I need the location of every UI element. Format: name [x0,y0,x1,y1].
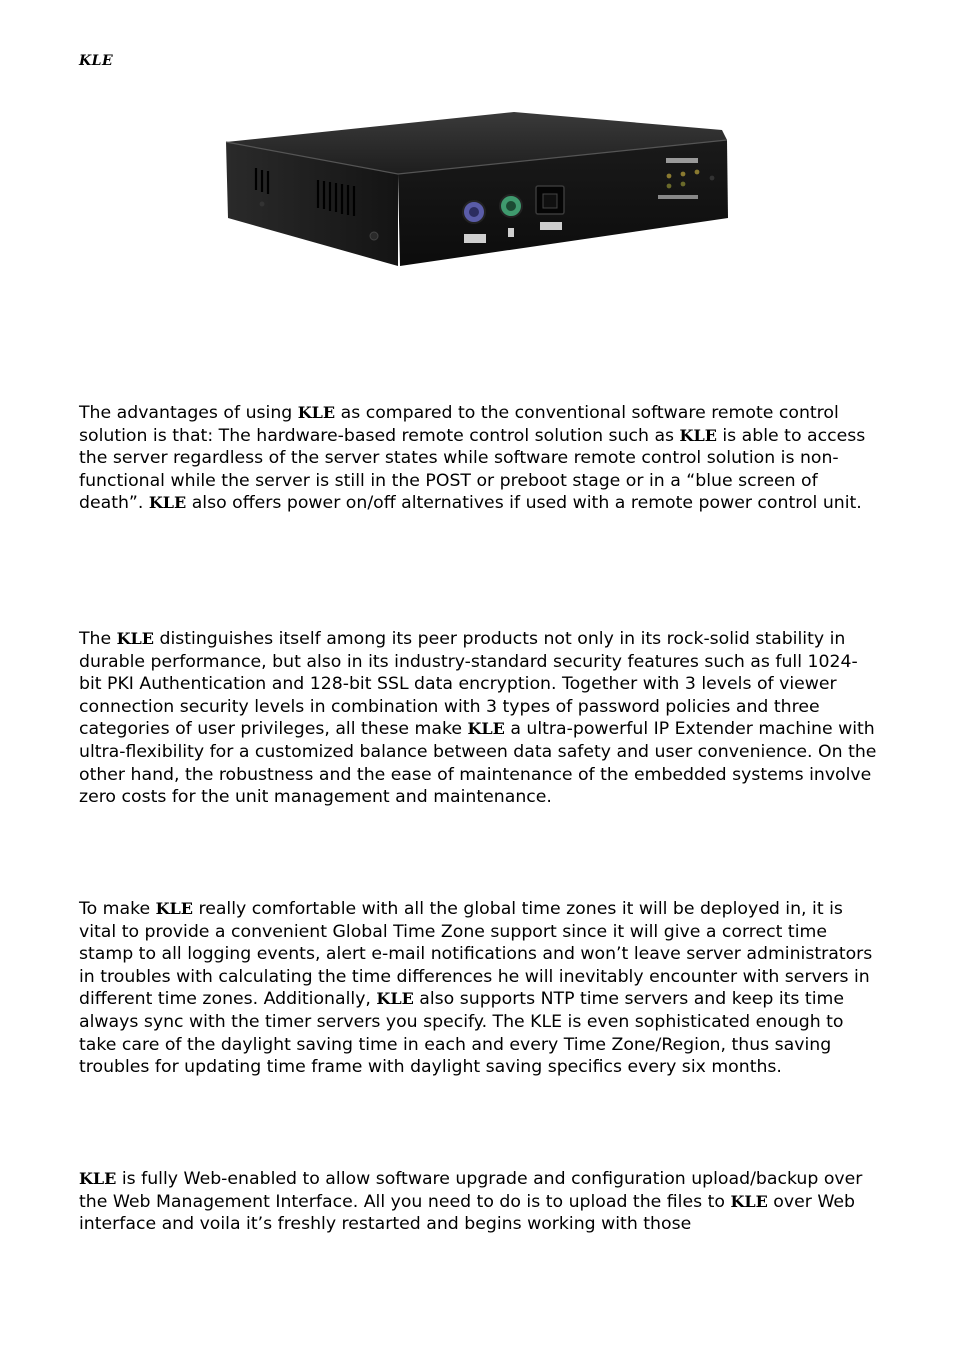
paragraph-security: The KLE distinguishes itself among its peer products not only in its rock-solid stability in durable performance, but also in its industry-standard security features such as full 1024-bit PKI Authentication and 128-bit SSL data encryption. Together with 3 levels of viewer connection security levels in combination with 3 types of password policies and three categories of user privileges, all these make KLE a ultra-powerful IP Extender machine with ultra-flexibility for a customized balance between data safety and user convenience. On the other hand, the robustness and the ease of maintenance of the embedded systems involve zero costs for the unit management and maintenance. [79,629,877,808]
product-name-kle: KLE [116,629,154,648]
product-name-kle: KLE [79,1169,117,1188]
product-name-kle: KLE [730,1191,768,1211]
keyboard-port-icon [500,195,522,217]
product-name-kle: KLE [155,899,193,918]
header-brand-mark: KLE [79,53,114,69]
paragraph-time-zone: To make KLE really comfortable with all the global time zones it will be deployed in, it is vital to provide a convenient Global Time Zone support since it will give a correct time stamp to all logging events, alert e-mail notifications and won’t leave server administrators in troubles with calculating the time differences he will inevitably encounter with servers in different time zones. Additionally, KLE also supports NTP time servers and keep its time always sync with the timer servers you specify. The KLE is even sophisticated enough to take care of the daylight saving time in each and every Time Zone/Region, thus saving troubles for updating time frame with daylight saving specifics every six months. [79,899,873,1078]
product-name-kle: KLE [376,989,414,1009]
paragraph-advantages: The advantages of using KLE as compared to the conventional software remote control solution is that: The hardware-based remote control solution such as KLE is able to access the server regardless of the server states while software remote control solution is non-functional while the server is still in the POST or preboot stage or in a “blue screen of death”. KLE also offers power on/off alternatives if used with a remote power control unit. [79,403,866,514]
serial-port-icon [536,186,564,214]
product-name-kle: KLE [297,403,336,422]
product-name-kle: KLE [467,719,505,739]
mouse-port-icon [463,201,485,223]
paragraph-web-enabled: KLE is fully Web-enabled to allow software upgrade and configuration upload/backup over the Web Management Interface. All you need to do is to upload the files to KLE over Web interface and voila it’s freshly restarted and begins working with those [79,1169,863,1235]
product-name-kle: KLE [679,425,717,445]
kvm-over-ip-device-photo [222,108,734,270]
product-name-kle: KLE [148,493,187,513]
